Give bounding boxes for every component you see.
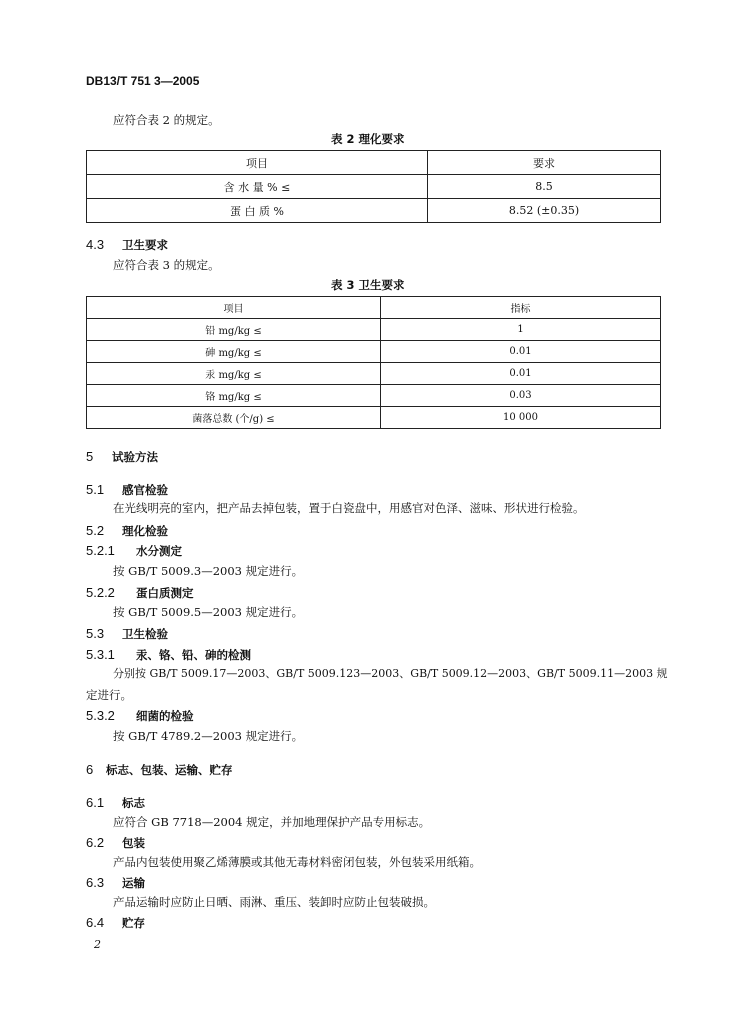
table-cell: 1: [381, 319, 661, 341]
section-number: 5.1: [86, 482, 105, 497]
section-6-3-heading: [86, 875, 145, 891]
section-5-3-1-text-line-2: 定进行。: [86, 688, 132, 702]
section-title: 理化检验: [122, 524, 168, 538]
table-row: [87, 407, 661, 429]
table-header-cell: 项目: [87, 151, 428, 175]
section-5-3-1-text-line-1: 分别按 GB/T 5009.17—2003、GB/T 5009.123—2003、GB/T 5009.12—2003、GB/T 5009.11—2003 规: [113, 667, 668, 680]
section-6-2-heading: [86, 835, 145, 851]
table-2: [86, 150, 661, 223]
section-title: 卫生要求: [122, 238, 168, 252]
table-cell: 0.03: [381, 385, 661, 407]
section-6-2-text: 产品内包装使用聚乙烯薄膜或其他无毒材料密闭包装，外包装采用纸箱。: [113, 855, 481, 869]
table-cell: 铅 mg/kg ≤: [87, 319, 381, 341]
section-5-2-2-text: 按 GB/T 5009.5—2003 规定进行。: [113, 605, 304, 619]
table-cell: 10 000: [381, 407, 661, 429]
section-6-heading: [86, 762, 233, 778]
section-number: 6.1: [86, 795, 105, 810]
section-number: 5.3.1: [86, 647, 115, 662]
table-header-row: [87, 297, 661, 319]
table-row: [87, 341, 661, 363]
table-3: [86, 296, 661, 429]
section-4-3-text: 应符合表 3 的规定。: [113, 258, 220, 272]
table-row: [87, 385, 661, 407]
section-5-2-2-heading: [86, 585, 194, 601]
table-cell: 菌落总数 (个/g) ≤: [87, 407, 381, 429]
section-title: 标志: [122, 796, 145, 810]
table-2-caption: 表 2 理化要求: [331, 132, 405, 146]
section-4-3-heading: [86, 237, 168, 253]
section-number: 6.3: [86, 875, 105, 890]
table-cell: 8.5: [428, 175, 661, 199]
section-number: 4.3: [86, 237, 105, 252]
table-row: [87, 319, 661, 341]
table-header-cell: 指标: [381, 297, 661, 319]
section-title: 水分测定: [136, 544, 182, 558]
section-title: 感官检验: [122, 483, 168, 497]
section-5-3-2-heading: [86, 708, 194, 724]
table-header-cell: 要求: [428, 151, 661, 175]
section-title: 卫生检验: [122, 627, 168, 641]
table-cell: 含 水 量 % ≤: [87, 175, 428, 199]
section-number: 5.3: [86, 626, 105, 641]
section-5-1-heading: [86, 482, 168, 498]
section-title: 试验方法: [112, 450, 158, 464]
table-cell: 8.52 (±0.35): [428, 199, 661, 223]
section-6-1-heading: [86, 795, 145, 811]
table-header-row: [87, 151, 661, 175]
table-row: [87, 175, 661, 199]
section-5-3-1-heading: [86, 647, 251, 663]
section-5-2-1-text: 按 GB/T 5009.3—2003 规定进行。: [113, 564, 304, 578]
section-number: 6.2: [86, 835, 105, 850]
section-4-2-text: 应符合表 2 的规定。: [113, 113, 220, 127]
section-6-4-heading: [86, 915, 145, 931]
section-title: 运输: [122, 876, 145, 890]
table-cell: 0.01: [381, 341, 661, 363]
table-header-cell: 项目: [87, 297, 381, 319]
table-cell: 蛋 白 质 %: [87, 199, 428, 223]
section-6-1-text: 应符合 GB 7718—2004 规定，并加地理保护产品专用标志。: [113, 815, 431, 829]
section-5-3-heading: [86, 626, 168, 642]
section-number: 5.2: [86, 523, 105, 538]
document-header: DB13/T 751 3—2005: [86, 74, 200, 88]
section-5-2-heading: [86, 523, 168, 539]
section-title: 包装: [122, 836, 145, 850]
section-5-3-2-text: 按 GB/T 4789.2—2003 规定进行。: [113, 729, 304, 743]
section-number: 6: [86, 762, 94, 777]
page-number: 2: [94, 938, 101, 951]
table-cell: 铬 mg/kg ≤: [87, 385, 381, 407]
section-5-1-text: 在光线明亮的室内，把产品去掉包装，置于白瓷盘中，用感官对色泽、滋味、形状进行检验。: [113, 501, 585, 515]
table-row: [87, 199, 661, 223]
section-number: 5: [86, 449, 94, 464]
section-number: 5.2.2: [86, 585, 115, 600]
table-cell: 汞 mg/kg ≤: [87, 363, 381, 385]
section-number: 5.3.2: [86, 708, 115, 723]
table-3-caption: 表 3 卫生要求: [331, 278, 405, 292]
section-title: 蛋白质测定: [136, 586, 194, 600]
section-number: 6.4: [86, 915, 105, 930]
table-cell: 0.01: [381, 363, 661, 385]
section-title: 贮存: [122, 916, 145, 930]
section-6-3-text: 产品运输时应防止日晒、雨淋、重压、装卸时应防止包装破损。: [113, 895, 435, 909]
table-row: [87, 363, 661, 385]
section-5-2-1-heading: [86, 543, 182, 559]
section-title: 标志、包装、运输、贮存: [106, 763, 233, 777]
section-5-heading: [86, 449, 158, 465]
section-number: 5.2.1: [86, 543, 115, 558]
section-title: 细菌的检验: [136, 709, 194, 723]
table-cell: 砷 mg/kg ≤: [87, 341, 381, 363]
section-title: 汞、铬、铅、砷的检测: [136, 648, 251, 662]
